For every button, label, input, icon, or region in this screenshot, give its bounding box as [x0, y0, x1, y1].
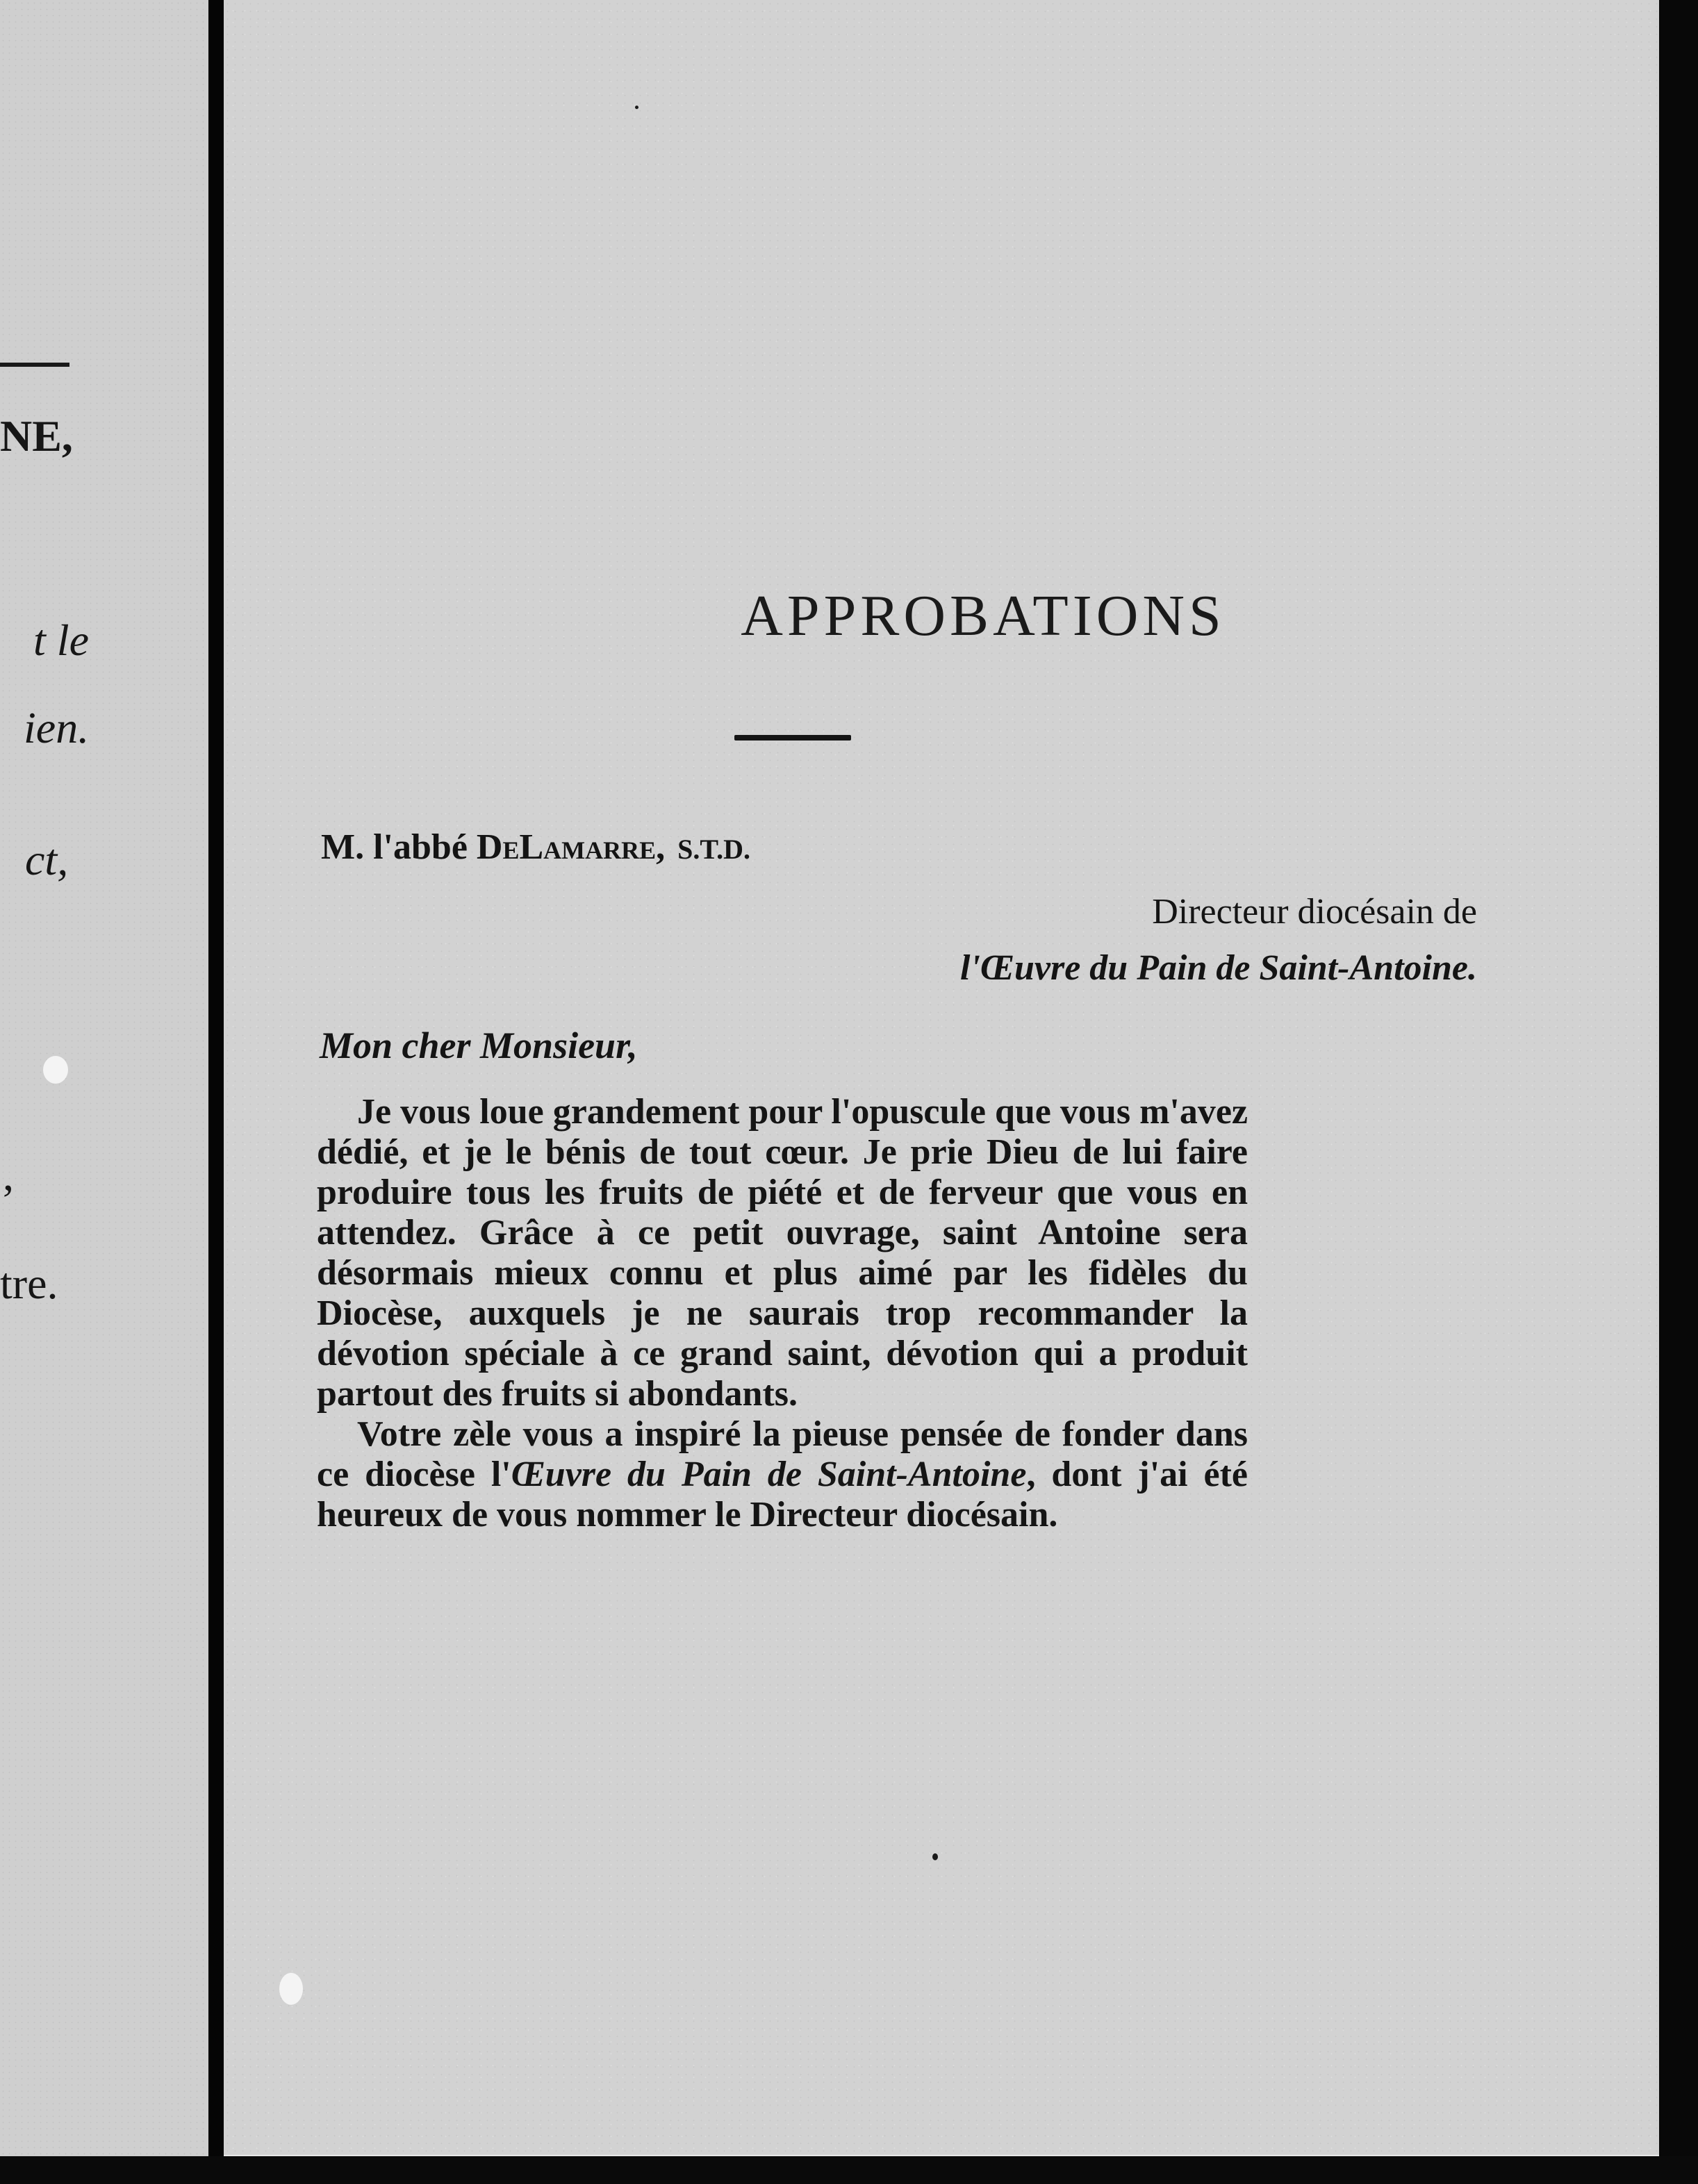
paper-speck	[279, 1973, 303, 2005]
left-page-rule	[0, 363, 69, 367]
left-fragment-6: tre.	[0, 1259, 58, 1308]
letter-body	[317, 1092, 1248, 1535]
ink-speck	[932, 1853, 938, 1860]
paragraph-2-part-1: Votre zèle vous a inspiré la pieuse pensée de fonder dans ce diocèse l'	[317, 1414, 1248, 1494]
role-line-1: Directeur diocésain de	[1152, 892, 1477, 932]
left-fragment-1: NE,	[0, 411, 73, 461]
left-fragment-2: t le	[33, 615, 89, 665]
book-spine	[208, 0, 224, 2184]
addressee-degree: S.T.D.	[677, 834, 750, 865]
paragraph-2	[317, 1414, 1248, 1535]
left-fragment-4: ct,	[25, 835, 69, 884]
paragraph-2-part-2: , dont j'ai été heureux de vous nommer le Directeur diocésain.	[317, 1455, 1248, 1534]
left-fragment-3: ien.	[24, 703, 90, 752]
scan-border-bottom	[0, 2156, 1698, 2184]
main-page	[224, 0, 1659, 2156]
addressee-line	[321, 827, 750, 868]
addressee-name: DeLamarre,	[476, 827, 666, 867]
left-page-fragment	[0, 0, 208, 2160]
scan-border-right	[1659, 0, 1698, 2184]
addressee-prefix: M. l'abbé	[321, 827, 477, 867]
paper-speck	[43, 1056, 68, 1084]
page-title: APPROBATIONS	[741, 584, 1226, 648]
title-rule	[734, 735, 851, 741]
paragraph-2-italic: Œuvre du Pain de Saint-Antoine	[511, 1455, 1027, 1494]
left-fragment-5: ,	[3, 1150, 14, 1200]
salutation: Mon cher Monsieur,	[320, 1025, 638, 1066]
role-line-2: l'Œuvre du Pain de Saint-Antoine.	[960, 948, 1477, 988]
paragraph-1: Je vous loue grandement pour l'opuscule que vous m'avez dédié, et je le bénis de tout cœur. Je prie Dieu de lui faire produire tous les fruits de piété et de ferveur que vous en attendez. Grâce à ce petit ouvrage, saint Antoine sera désormais mieux connu et plus aimé par les fidèles du Diocèse, auxquels je ne saurais trop recommander la dévotion spéciale à ce grand saint, dévotion qui a produit partout des fruits si abondants.	[317, 1092, 1248, 1414]
ink-speck	[635, 106, 638, 109]
